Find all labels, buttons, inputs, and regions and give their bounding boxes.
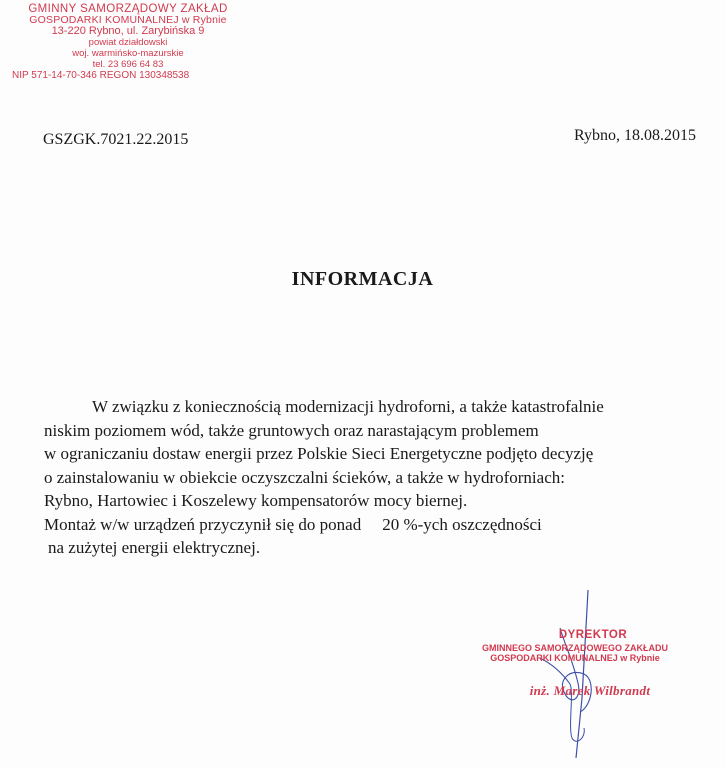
stamp-line: tel. 23 696 64 83 <box>92 59 164 70</box>
company-stamp <box>12 4 244 81</box>
body-line: Rybno, Hartowiec i Koszelewy kompensatorów mocy biernej. <box>44 491 468 510</box>
body-line: na zużytej energii elektrycznej. <box>48 538 261 557</box>
body-line: niskim poziomem wód, także gruntowych oraz narastającym problemem <box>44 420 539 440</box>
stamp-line: powiat działdowski <box>88 37 168 48</box>
signature-org: GOSPODARKI KOMUNALNEJ w Rybnie <box>490 653 660 663</box>
stamp-line: NIP 571-14-70-346 REGON 130348538 <box>12 70 190 81</box>
reference-number: GSZGK.7021.22.2015 <box>43 131 189 148</box>
body-line: W związku z koniecznością modernizacji hydroforni, a także katastrofalnie <box>92 397 604 416</box>
stamp-line: GOSPODARKI KOMUNALNEJ w Rybnie <box>29 14 227 26</box>
signature-org: GMINNEGO SAMORZĄDOWEGO ZAKŁADU <box>482 643 668 653</box>
savings-value: 20 <box>382 514 400 534</box>
signature-title: DYREKTOR <box>558 629 628 641</box>
stamp-line: GMINNY SAMORZĄDOWY ZAKŁAD <box>28 3 228 15</box>
document-title: INFORMACJA <box>291 268 434 290</box>
stamp-line: woj. warmińsko-mazurskie <box>72 48 184 59</box>
body-paragraph <box>44 395 724 560</box>
signature-block <box>470 629 680 699</box>
body-line <box>44 513 724 537</box>
body-line-text: Montaż w/w urządzeń przyczynił się do ponad <box>44 514 362 534</box>
body-line: w ograniczaniu dostaw energii przez Polskie Sieci Energetyczne podjęto decyzję <box>44 444 594 463</box>
place-date: Rybno, 18.08.2015 <box>573 127 696 144</box>
body-line-text: %-ych oszczędności <box>403 514 542 534</box>
body-line: o zainstalowaniu w obiekcie oczyszczalni ścieków, a także w hydroforniach: <box>44 467 565 487</box>
signatory-name: inż. Marek Wilbrandt <box>529 683 651 698</box>
stamp-line: 13-220 Rybno, ul. Zarybińska 9 <box>51 25 205 37</box>
